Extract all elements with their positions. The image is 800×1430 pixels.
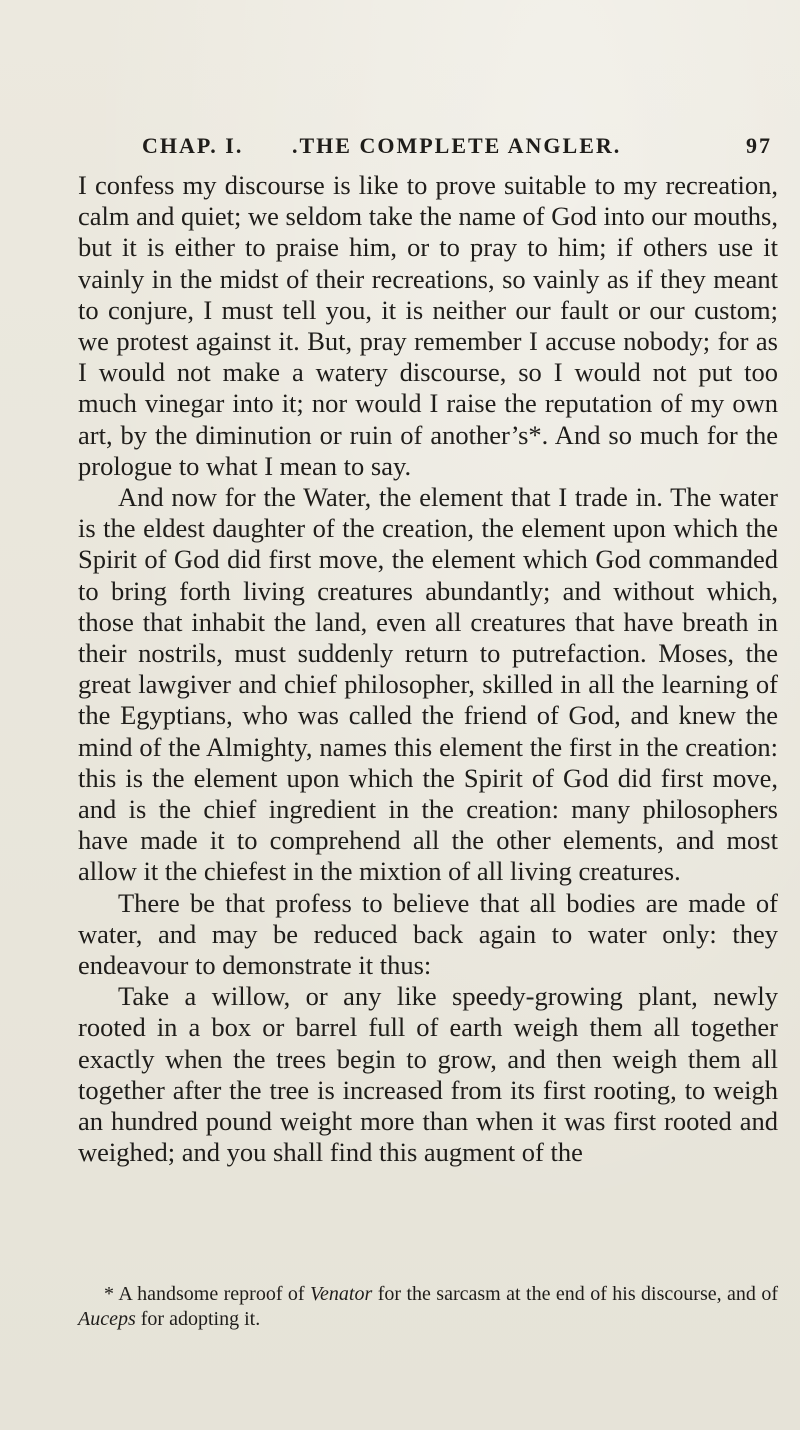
footnote xyxy=(78,1282,778,1332)
book-title: .THE COMPLETE ANGLER. xyxy=(292,133,622,158)
footnote-text-before: A handsome reproof of xyxy=(118,1283,305,1305)
footnote-auceps: Auceps xyxy=(78,1308,136,1330)
running-head xyxy=(142,133,782,163)
page-number: 97 xyxy=(746,133,772,158)
paragraph-1: I confess my discourse is like to prove suitable to my recreation, calm and quiet; we seldom take the name of God into our mouths, but it is either to praise him, or to pray to him; if others use it vainly in the midst of their recreations, so vainly as if they meant to conjure, I must tell you, it is neither our fault or our custom; we protest against it. But, pray remember I accuse nobody; for as I would not make a watery discourse, so I would not put too much vinegar into it; nor would I raise the reputation of my own art, by the diminution or ruin of another’s*. And so much for the prologue to what I mean to say. xyxy=(78,170,778,481)
paragraph-3: There be that profess to believe that all bodies are made of water, and may be reduced back again to water only: they endeavour to demonstrate it thus: xyxy=(78,887,778,981)
paragraph-4: Take a willow, or any like speedy-growing plant, newly rooted in a box or barrel full of earth weigh them all together exactly when the trees begin to grow, and then weigh them all together after the tree is increased from its first rooting, to weigh an hundred pound weight more than when it was first rooted and weighed; and you shall find this augment of the xyxy=(78,981,778,1168)
body-text xyxy=(78,170,778,1169)
footnote-text-middle: for the sarcasm at the end of his discourse, and of xyxy=(377,1283,778,1305)
chapter-label: CHAP. I. xyxy=(142,133,244,158)
footnote-marker: * xyxy=(104,1283,114,1305)
paragraph-2: And now for the Water, the element that I trade in. The water is the eldest daughter of the creation, the element upon which the Spirit of God did first move, the element which God commanded to bring forth living creatures abundantly; and without which, those that inhabit the land, even all creatures that have breath in their nostrils, must suddenly return to putrefaction. Moses, the great lawgiver and chief philosopher, skilled in all the learning of the Egyptians, who was called the friend of God, and knew the mind of the Almighty, names this element the first in the creation: this is the element upon which the Spirit of God did first move, and is the chief ingredient in the creation: many philosophers have made it to comprehend all the other elements, and most allow it the chiefest in the mixtion of all living creatures. xyxy=(78,482,778,887)
footnote-venator: Venator xyxy=(310,1283,373,1305)
footnote-text-after: for adopting it. xyxy=(140,1308,261,1330)
